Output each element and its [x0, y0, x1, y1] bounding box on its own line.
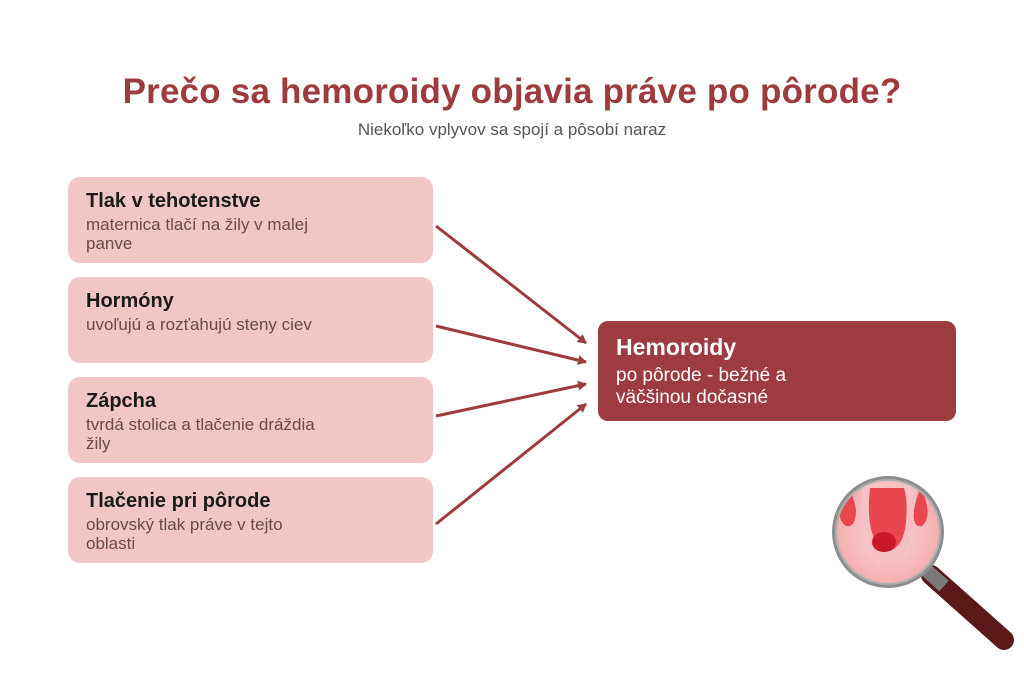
result-title: Hemoroidy	[616, 334, 737, 360]
arrow-constipation-to-hemorrhoids	[436, 384, 586, 416]
cause-title: Hormóny	[86, 290, 174, 312]
cause-description: tvrdá stolica a tlačenie dráždia žily	[86, 415, 315, 453]
magnifying-glass-icon	[826, 470, 1016, 650]
cause-title: Tlak v tehotenstve	[86, 190, 261, 212]
result-description: po pôrode - bežné a väčšinou dočasné	[616, 365, 787, 408]
cause-description: obrovský tlak práve v tejto oblasti	[86, 515, 283, 553]
cause-description: uvoľujú a rozťahujú steny ciev	[86, 315, 312, 334]
result-box-hemorrhoids	[598, 321, 956, 421]
cause-title: Zápcha	[86, 390, 157, 412]
arrow-pushing-to-hemorrhoids	[436, 404, 586, 524]
cause-title: Tlačenie pri pôrode	[86, 490, 271, 512]
page-title: Prečo sa hemoroidy objavia práve po pôrode?	[122, 72, 902, 111]
arrow-pregnancy-to-hemorrhoids	[436, 226, 586, 343]
page-subtitle: Niekoľko vplyvov sa spojí a pôsobí naraz	[357, 120, 667, 139]
cause-description: maternica tlačí na žily v malej panve	[86, 215, 309, 253]
arrow-hormones-to-hemorrhoids	[436, 326, 586, 362]
